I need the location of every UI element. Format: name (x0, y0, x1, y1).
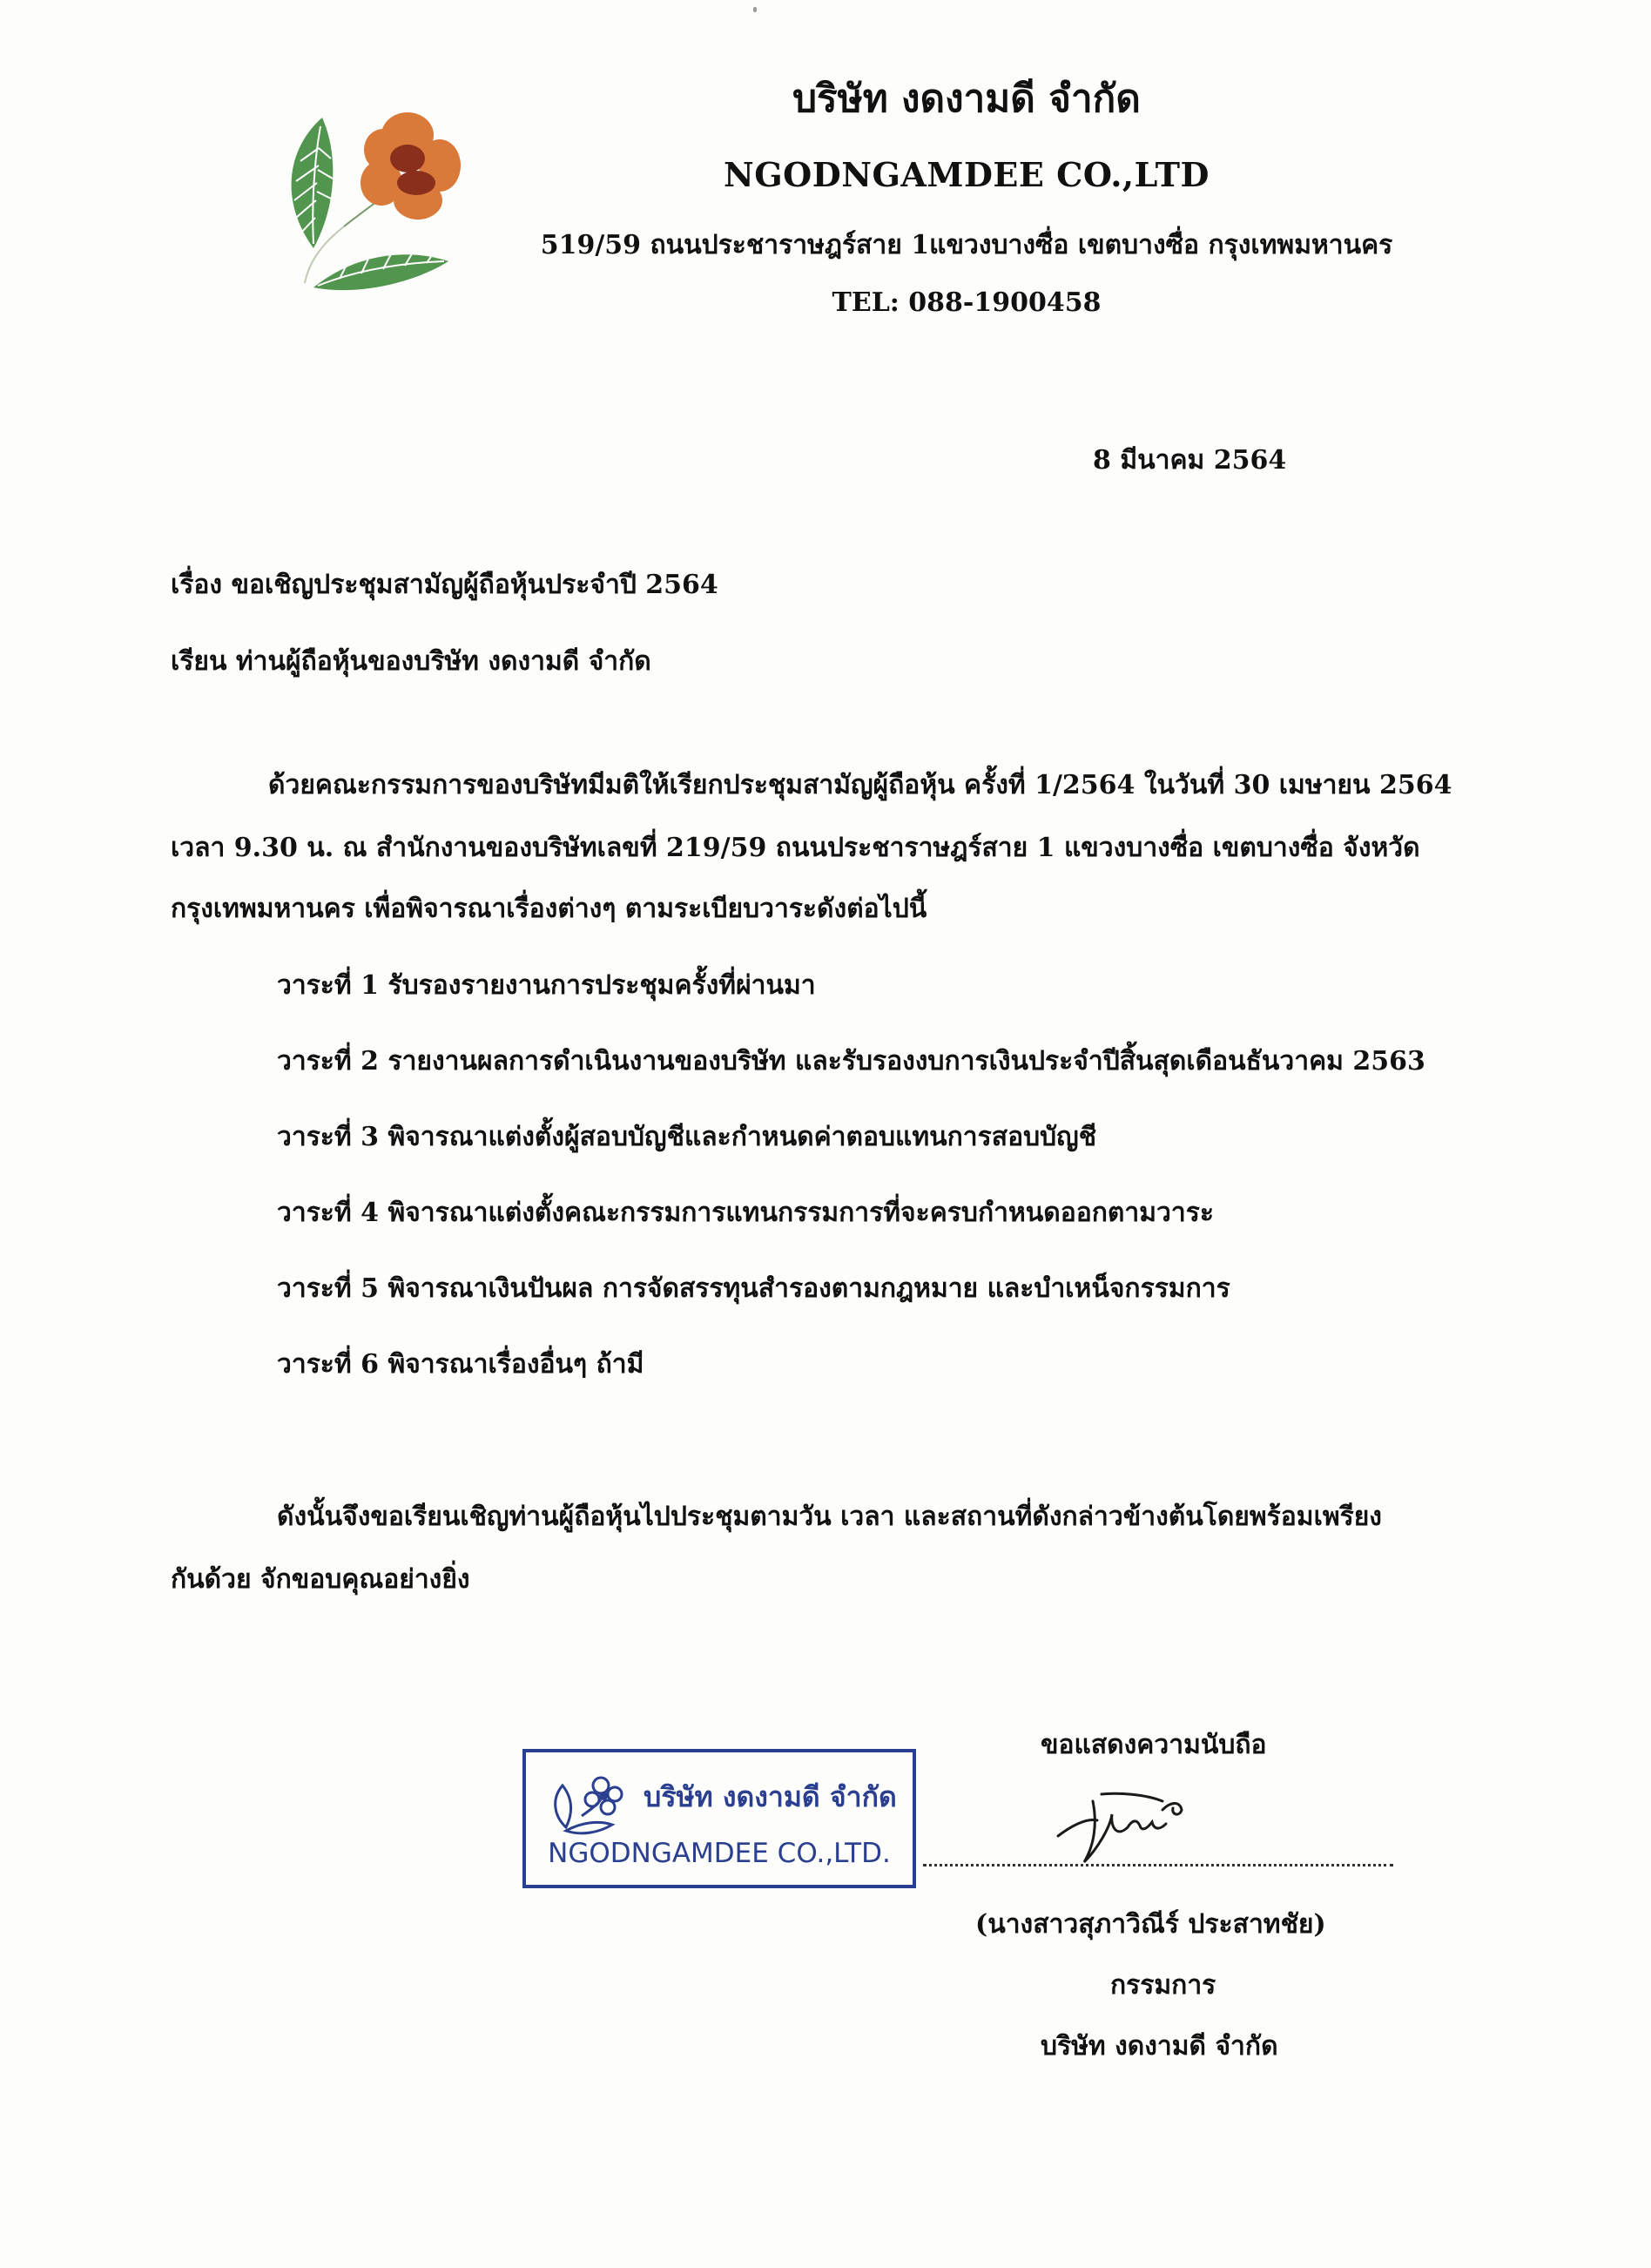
company-telephone: TEL: 088-1900458 (832, 287, 1102, 318)
company-address: 519/59 ถนนประชาราษฎร์สาย 1แขวงบางซื่อ เขตบางซื่อ กรุงเทพมหานคร (540, 230, 1393, 260)
agenda-item-6: วาระที่ 6 พิจารณาเรื่องอื่นๆ ถ้ามี (277, 1349, 644, 1380)
letter-subject: เรื่อง ขอเชิญประชุมสามัญผู้ถือหุ้นประจำปี 2564 (171, 570, 718, 600)
company-name-th: บริษัท งดงามดี จำกัด (792, 77, 1141, 121)
body-line-1: ด้วยคณะกรรมการของบริษัทมีมติให้เรียกประชุมสามัญผู้ถือหุ้น ครั้งที่ 1/2564 ในวันที่ 30 เมษายน 2564 (268, 770, 1452, 800)
scan-speck (753, 7, 757, 12)
agenda-item-4: วาระที่ 4 พิจารณาแต่งตั้งคณะกรรมการแทนกรรมการที่จะครบกำหนดออกตามวาระ (277, 1198, 1214, 1228)
agenda-item-1: วาระที่ 1 รับรองรายงานการประชุมครั้งที่ผ่านมา (277, 970, 816, 1001)
agenda-item-5: วาระที่ 5 พิจารณาเงินปันผล การจัดสรรทุนสำรองตามกฎหมาย และบำเหน็จกรรมการ (277, 1273, 1230, 1304)
closing-line-2: กันด้วย จักขอบคุณอย่างยิ่ง (171, 1564, 470, 1595)
agenda-item-3: วาระที่ 3 พิจารณาแต่งตั้งผู้สอบบัญชีและกำหนดค่าตอบแทนการสอบบัญชี (277, 1122, 1097, 1152)
signatory-name: (นางสาวสุภาวิณีร์ ประสาทชัย) (975, 1909, 1326, 1940)
company-name-en: NGODNGAMDEE CO.,LTD (723, 155, 1210, 194)
agenda-item-2: วาระที่ 2 รายงานผลการดำเนินงานของบริษัท และรับรองงบการเงินประจำปีสิ้นสุดเดือนธันวาคม 2563 (277, 1046, 1425, 1077)
company-stamp (522, 1749, 916, 1888)
body-line-3: กรุงเทพมหานคร เพื่อพิจารณาเรื่องต่างๆ ตามระเบียบวาระดังต่อไปนี้ (171, 894, 927, 924)
body-line-2: เวลา 9.30 น. ณ สำนักงานของบริษัทเลขที่ 219/59 ถนนประชาราษฎร์สาย 1 แขวงบางซื่อ เขตบางซื่อ จังหวัด (171, 833, 1420, 863)
closing-line-1: ดังนั้นจึงขอเรียนเชิญท่านผู้ถือหุ้นไปประชุมตามวัน เวลา และสถานที่ดังกล่าวข้างต้นโดยพร้อมเพรียง (277, 1502, 1382, 1532)
letter-salutation: เรียน ท่านผู้ถือหุ้นของบริษัท งดงามดี จำกัด (171, 646, 651, 677)
signature-dotted-line (923, 1864, 1393, 1866)
letter-date: 8 มีนาคม 2564 (1093, 445, 1287, 476)
signatory-company: บริษัท งดงามดี จำกัด (1041, 2031, 1278, 2062)
signatory-position: กรรมการ (1110, 1970, 1216, 2001)
closing-regards: ขอแสดงความนับถือ (1041, 1730, 1267, 1760)
stamp-company-th: บริษัท งดงามดี จำกัด (644, 1780, 897, 1813)
handwritten-signature (1049, 1775, 1223, 1871)
stamp-flower-icon (547, 1768, 634, 1838)
stamp-company-en: NGODNGAMDEE CO.,LTD. (548, 1838, 891, 1869)
